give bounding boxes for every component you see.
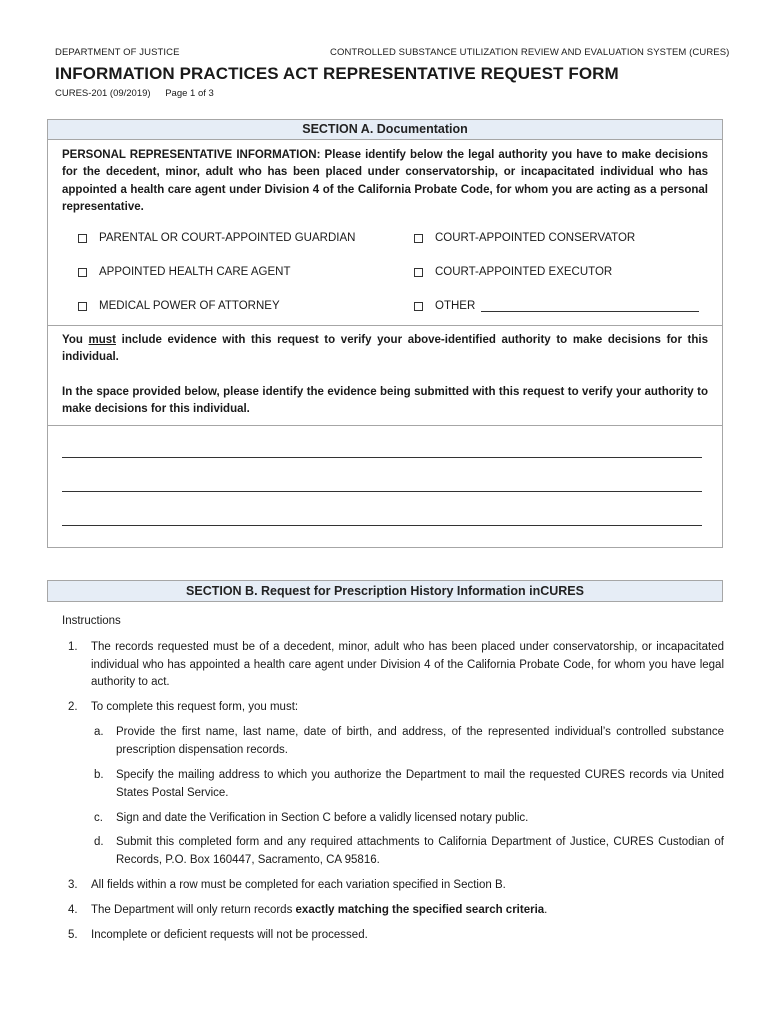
instruction-item: 2. To complete this request form, you must:	[68, 701, 299, 713]
form-number-line	[55, 88, 226, 99]
checkbox[interactable]	[414, 302, 423, 311]
option-health-care-agent[interactable]	[78, 266, 291, 278]
instruction-subitem: d. Submit this completed form and any required attachments to California Department of Justice, CURES Custodian of Records, P.O. Box 160447, Sacramento, CA 95816.	[94, 836, 724, 866]
option-conservator[interactable]	[414, 232, 635, 244]
evidence-line-1[interactable]	[62, 457, 702, 458]
checkbox[interactable]	[78, 268, 87, 277]
instruction-subitem: b. Specify the mailing address to which you authorize the Department to mail the requested CURES records via United States Postal Service.	[94, 769, 724, 799]
instruction-item: 3. All fields within a row must be completed for each variation specified in Section B.	[68, 879, 506, 891]
instruction-item: 5. Incomplete or deficient requests will not be processed.	[68, 929, 368, 941]
page-indicator: Page 1 of 3	[165, 88, 214, 99]
option-power-of-attorney[interactable]	[78, 300, 280, 312]
divider	[48, 425, 722, 426]
system-label: CONTROLLED SUBSTANCE UTILIZATION REVIEW AND EVALUATION SYSTEM (CURES)	[330, 47, 730, 58]
department-label: DEPARTMENT OF JUSTICE	[55, 47, 180, 58]
evidence-instructions: In the space provided below, please identify the evidence being submitted with this request to verify your authority to make decisions for this individual.	[62, 386, 708, 416]
evidence-line-2[interactable]	[62, 491, 702, 492]
option-label: COURT-APPOINTED CONSERVATOR	[435, 232, 636, 244]
instructions-title: Instructions	[62, 615, 121, 627]
instruction-subitem: a. Provide the first name, last name, date of birth, and address, of the represented individual’s controlled substance prescription dispensation records.	[94, 726, 724, 756]
option-guardian[interactable]	[78, 232, 355, 244]
checkbox[interactable]	[78, 302, 87, 311]
option-label: MEDICAL POWER OF ATTORNEY	[99, 300, 280, 312]
instruction-subitem: c. Sign and date the Verification in Section C before a validly licensed notary public.	[94, 812, 529, 824]
personal-representative-intro: PERSONAL REPRESENTATIVE INFORMATION: Please identify below the legal authority you have to make decisions for the decedent, minor, adult who has been placed under conservatorship, or incapacitated individual who has appointed a health care agent under Division 4 of the California Probate Code, for whom you are acting as a personal representative.	[62, 149, 708, 213]
section-b-heading: SECTION B. Request for Prescription History Information inCURES	[47, 580, 723, 602]
checkbox[interactable]	[414, 268, 423, 277]
section-a-heading: SECTION A. Documentation	[47, 119, 723, 140]
form-number: CURES-201 (09/2019)	[55, 88, 151, 99]
instruction-item: 1. The records requested must be of a decedent, minor, adult who has been placed under conservatorship, or incapacitated individual who has appointed a health care agent under Division 4 of the California Probate Code, for whom you have legal authority to act.	[68, 641, 724, 688]
evidence-line-3[interactable]	[62, 525, 702, 526]
option-label: COURT-APPOINTED EXECUTOR	[435, 266, 613, 278]
divider	[48, 325, 722, 326]
checkbox[interactable]	[414, 234, 423, 243]
instruction-item: 4. The Department will only return records exactly matching the specified search criteria.	[68, 904, 548, 916]
form-title: INFORMATION PRACTICES ACT REPRESENTATIVE REQUEST FORM	[55, 64, 619, 83]
evidence-requirement: You must include evidence with this request to verify your above-identified authority to make decisions for this individual.	[62, 334, 709, 364]
other-text-field[interactable]	[481, 300, 699, 312]
option-other[interactable]	[414, 300, 699, 312]
option-label: APPOINTED HEALTH CARE AGENT	[99, 266, 291, 278]
option-executor[interactable]	[414, 266, 612, 278]
option-label: PARENTAL OR COURT-APPOINTED GUARDIAN	[99, 232, 356, 244]
checkbox[interactable]	[78, 234, 87, 243]
option-label: OTHER	[435, 300, 476, 312]
